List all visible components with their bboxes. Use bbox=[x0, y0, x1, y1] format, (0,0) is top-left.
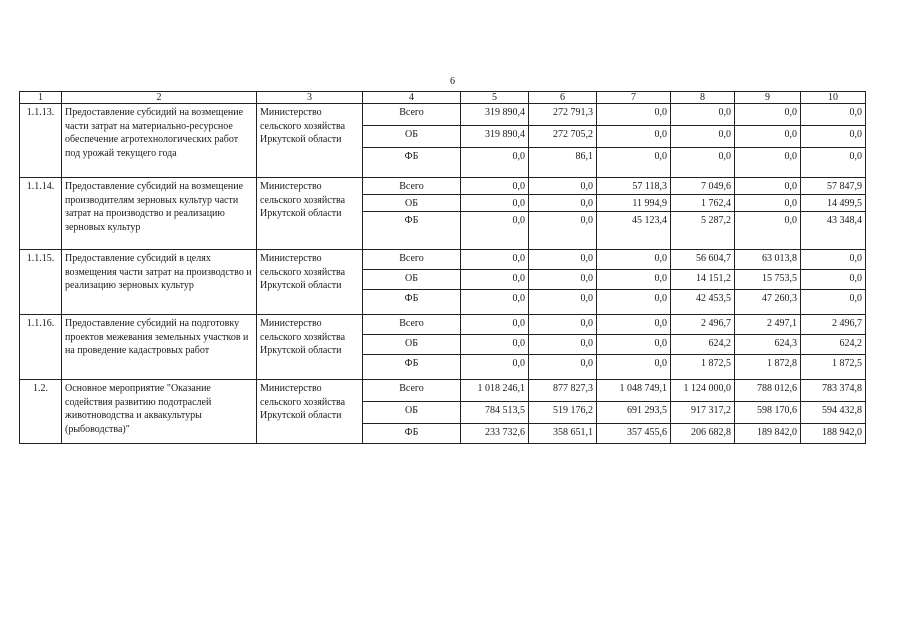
table-row bbox=[20, 250, 866, 270]
value-cell: 43 348,4 bbox=[801, 212, 866, 250]
value-cell: 14 151,2 bbox=[671, 270, 735, 290]
table-body bbox=[20, 104, 866, 444]
item-name: Предоставление субсидий в целях возмещения части затрат на производство и реализацию зерновых культур bbox=[62, 250, 257, 315]
value-cell: 319 890,4 bbox=[461, 126, 529, 148]
value-cell: 0,0 bbox=[461, 195, 529, 212]
value-cell: 0,0 bbox=[597, 148, 671, 178]
value-cell: 0,0 bbox=[735, 126, 801, 148]
funding-source: ФБ bbox=[363, 424, 461, 444]
funding-source: ОБ bbox=[363, 335, 461, 355]
value-cell: 0,0 bbox=[461, 355, 529, 380]
value-cell: 0,0 bbox=[671, 104, 735, 126]
value-cell: 0,0 bbox=[801, 126, 866, 148]
value-cell: 5 287,2 bbox=[671, 212, 735, 250]
value-cell: 0,0 bbox=[461, 335, 529, 355]
funding-source: ФБ bbox=[363, 290, 461, 315]
value-cell: 0,0 bbox=[671, 148, 735, 178]
value-cell: 0,0 bbox=[801, 270, 866, 290]
value-cell: 0,0 bbox=[597, 270, 671, 290]
value-cell: 206 682,8 bbox=[671, 424, 735, 444]
item-number: 1.1.15. bbox=[20, 250, 62, 315]
value-cell: 0,0 bbox=[597, 104, 671, 126]
column-header: 2 bbox=[62, 92, 257, 104]
value-cell: 272 791,3 bbox=[529, 104, 597, 126]
value-cell: 0,0 bbox=[529, 195, 597, 212]
value-cell: 2 496,7 bbox=[801, 315, 866, 335]
table-row bbox=[20, 315, 866, 335]
value-cell: 319 890,4 bbox=[461, 104, 529, 126]
funding-source: Всего bbox=[363, 178, 461, 195]
value-cell: 233 732,6 bbox=[461, 424, 529, 444]
value-cell: 1 872,8 bbox=[735, 355, 801, 380]
item-number: 1.1.14. bbox=[20, 178, 62, 250]
value-cell: 0,0 bbox=[597, 315, 671, 335]
value-cell: 56 604,7 bbox=[671, 250, 735, 270]
value-cell: 784 513,5 bbox=[461, 402, 529, 424]
value-cell: 0,0 bbox=[529, 335, 597, 355]
funding-source: Всего bbox=[363, 250, 461, 270]
value-cell: 877 827,3 bbox=[529, 380, 597, 402]
value-cell: 0,0 bbox=[801, 250, 866, 270]
header-row bbox=[20, 92, 866, 104]
item-number: 1.1.13. bbox=[20, 104, 62, 178]
value-cell: 0,0 bbox=[597, 126, 671, 148]
value-cell: 0,0 bbox=[461, 290, 529, 315]
item-name: Предоставление субсидий на возмещение части затрат на материально-ресурсное обеспечение агротехнологических работ под урожай текущего года bbox=[62, 104, 257, 178]
value-cell: 2 497,1 bbox=[735, 315, 801, 335]
column-header: 7 bbox=[597, 92, 671, 104]
value-cell: 519 176,2 bbox=[529, 402, 597, 424]
value-cell: 1 124 000,0 bbox=[671, 380, 735, 402]
value-cell: 0,0 bbox=[529, 250, 597, 270]
value-cell: 0,0 bbox=[529, 315, 597, 335]
value-cell: 0,0 bbox=[529, 270, 597, 290]
column-header: 4 bbox=[363, 92, 461, 104]
value-cell: 57 847,9 bbox=[801, 178, 866, 195]
item-number: 1.1.16. bbox=[20, 315, 62, 380]
funding-source: ФБ bbox=[363, 212, 461, 250]
value-cell: 1 018 246,1 bbox=[461, 380, 529, 402]
value-cell: 0,0 bbox=[529, 178, 597, 195]
value-cell: 917 317,2 bbox=[671, 402, 735, 424]
value-cell: 1 872,5 bbox=[801, 355, 866, 380]
item-number: 1.2. bbox=[20, 380, 62, 444]
value-cell: 14 499,5 bbox=[801, 195, 866, 212]
funding-source: ОБ bbox=[363, 402, 461, 424]
value-cell: 0,0 bbox=[461, 315, 529, 335]
table-row bbox=[20, 380, 866, 402]
funding-source: Всего bbox=[363, 104, 461, 126]
value-cell: 0,0 bbox=[735, 212, 801, 250]
value-cell: 0,0 bbox=[597, 335, 671, 355]
value-cell: 2 496,7 bbox=[671, 315, 735, 335]
value-cell: 598 170,6 bbox=[735, 402, 801, 424]
table-row bbox=[20, 104, 866, 126]
value-cell: 63 013,8 bbox=[735, 250, 801, 270]
value-cell: 42 453,5 bbox=[671, 290, 735, 315]
value-cell: 358 651,1 bbox=[529, 424, 597, 444]
value-cell: 0,0 bbox=[801, 290, 866, 315]
column-header: 9 bbox=[735, 92, 801, 104]
page-number: 6 bbox=[450, 76, 455, 87]
value-cell: 783 374,8 bbox=[801, 380, 866, 402]
value-cell: 0,0 bbox=[735, 178, 801, 195]
funding-source: ФБ bbox=[363, 148, 461, 178]
item-name: Предоставление субсидий на возмещение производителям зерновых культур части затрат на производство и реализацию зерновых культур bbox=[62, 178, 257, 250]
column-header: 3 bbox=[257, 92, 363, 104]
value-cell: 57 118,3 bbox=[597, 178, 671, 195]
value-cell: 1 048 749,1 bbox=[597, 380, 671, 402]
value-cell: 0,0 bbox=[801, 104, 866, 126]
value-cell: 0,0 bbox=[461, 178, 529, 195]
value-cell: 0,0 bbox=[597, 290, 671, 315]
value-cell: 357 455,6 bbox=[597, 424, 671, 444]
value-cell: 0,0 bbox=[529, 355, 597, 380]
value-cell: 0,0 bbox=[735, 195, 801, 212]
column-header: 8 bbox=[671, 92, 735, 104]
column-header: 6 bbox=[529, 92, 597, 104]
value-cell: 691 293,5 bbox=[597, 402, 671, 424]
column-header: 10 bbox=[801, 92, 866, 104]
value-cell: 45 123,4 bbox=[597, 212, 671, 250]
value-cell: 0,0 bbox=[461, 212, 529, 250]
value-cell: 1 872,5 bbox=[671, 355, 735, 380]
value-cell: 272 705,2 bbox=[529, 126, 597, 148]
item-organization: Министерство сельского хозяйства Иркутской области bbox=[257, 315, 363, 380]
value-cell: 47 260,3 bbox=[735, 290, 801, 315]
item-organization: Министерство сельского хозяйства Иркутской области bbox=[257, 250, 363, 315]
value-cell: 594 432,8 bbox=[801, 402, 866, 424]
value-cell: 7 049,6 bbox=[671, 178, 735, 195]
value-cell: 188 942,0 bbox=[801, 424, 866, 444]
item-name: Основное мероприятие "Оказание содействия развитию подотраслей животноводства и аквакультуры (рыбоводства)" bbox=[62, 380, 257, 444]
value-cell: 624,2 bbox=[671, 335, 735, 355]
item-organization: Министерство сельского хозяйства Иркутской области bbox=[257, 104, 363, 178]
funding-source: ОБ bbox=[363, 270, 461, 290]
value-cell: 189 842,0 bbox=[735, 424, 801, 444]
budget-table bbox=[19, 91, 866, 444]
funding-source: Всего bbox=[363, 315, 461, 335]
item-organization: Министерство сельского хозяйства Иркутской области bbox=[257, 178, 363, 250]
value-cell: 0,0 bbox=[529, 290, 597, 315]
value-cell: 0,0 bbox=[671, 126, 735, 148]
value-cell: 0,0 bbox=[597, 250, 671, 270]
value-cell: 15 753,5 bbox=[735, 270, 801, 290]
table-row bbox=[20, 178, 866, 195]
value-cell: 0,0 bbox=[461, 270, 529, 290]
funding-source: Всего bbox=[363, 380, 461, 402]
value-cell: 0,0 bbox=[735, 104, 801, 126]
value-cell: 0,0 bbox=[735, 148, 801, 178]
value-cell: 86,1 bbox=[529, 148, 597, 178]
value-cell: 11 994,9 bbox=[597, 195, 671, 212]
item-name: Предоставление субсидий на подготовку проектов межевания земельных участков и на проведение кадастровых работ bbox=[62, 315, 257, 380]
funding-source: ОБ bbox=[363, 195, 461, 212]
value-cell: 0,0 bbox=[597, 355, 671, 380]
value-cell: 788 012,6 bbox=[735, 380, 801, 402]
value-cell: 624,2 bbox=[801, 335, 866, 355]
value-cell: 0,0 bbox=[801, 148, 866, 178]
column-header: 5 bbox=[461, 92, 529, 104]
column-header: 1 bbox=[20, 92, 62, 104]
funding-source: ОБ bbox=[363, 126, 461, 148]
funding-source: ФБ bbox=[363, 355, 461, 380]
value-cell: 624,3 bbox=[735, 335, 801, 355]
item-organization: Министерство сельского хозяйства Иркутской области bbox=[257, 380, 363, 444]
value-cell: 0,0 bbox=[461, 148, 529, 178]
value-cell: 1 762,4 bbox=[671, 195, 735, 212]
value-cell: 0,0 bbox=[461, 250, 529, 270]
value-cell: 0,0 bbox=[529, 212, 597, 250]
